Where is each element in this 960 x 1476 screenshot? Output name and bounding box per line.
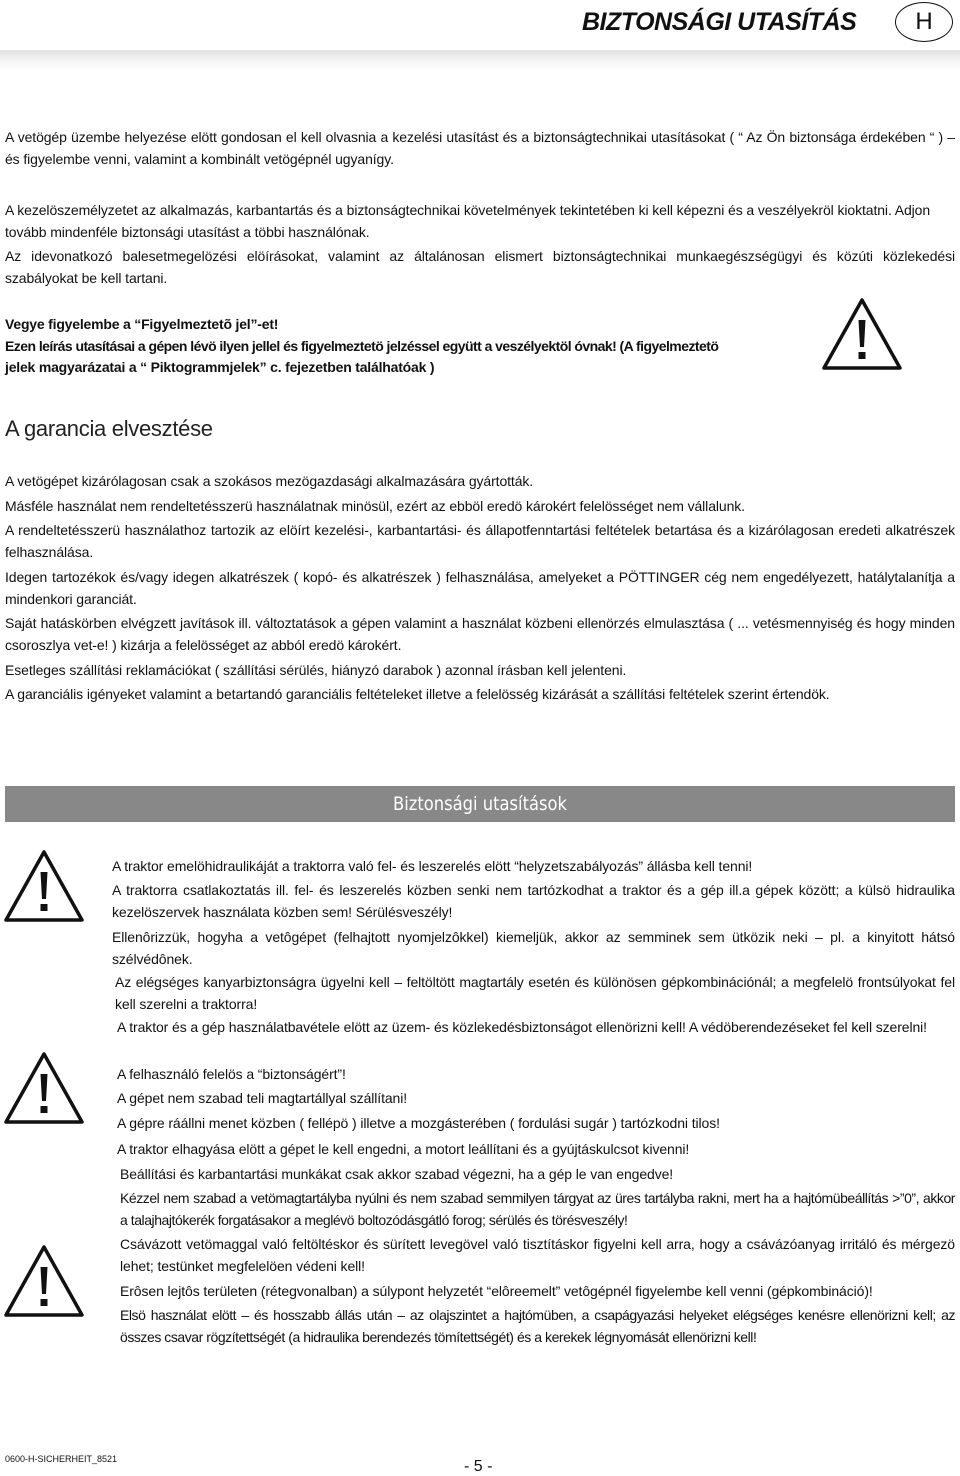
safety-item: A traktor elhagyása elött a gépet le kell engedni, a motort leállítani és a gyújtáskulcsot kivenni! xyxy=(117,1141,690,1157)
safety-item: Elsö használat elött – és hosszabb állás után – az olajszintet a hajtómüben, a csapágyazási helyeket elégséges kenésre ellenörizni kell; az összes csavar rögzítettségét (a hidraulika berendezés tömítettségét) és a kerekek légnyomását ellenörizni kell! xyxy=(120,1307,955,1345)
document-code: 0600-H-SICHERHEIT_8521 xyxy=(5,1454,118,1464)
page-header-title: BIZTONSÁGI UTASÍTÁS xyxy=(582,8,857,36)
safety-section-banner xyxy=(5,786,955,822)
safety-item: Ellenôrizzük, hogyha a vetôgépet (felhajtott nyomjelzôkkel) kiemeljük, akkor az semminek sem ütközik neki – pl. a kinyitott hátsó szélvédônek. xyxy=(112,929,955,967)
safety-item: A traktor emelöhidraulikáját a traktorra való fel- és leszerelés elött “helyzetszabályozás” állásba kell tenni! xyxy=(112,858,753,874)
header-rule xyxy=(0,50,960,72)
intro-paragraph-1: A vetögép üzembe helyezése elött gondosan el kell olvasnia a kezelési utasítást és a biztonságtechnikai utasításokat ( “ Az Ön biztonsága érdekében “ ) – és figyelembe venni, valamint a kombinált vetögépnél ugyanígy. xyxy=(5,129,955,167)
warranty-section-title: A garancia elvesztése xyxy=(5,416,213,441)
safety-item: Beállítási és karbantartási munkákat csak akkor szabad végezni, ha a gép le van engedve! xyxy=(120,1166,674,1182)
warranty-paragraph: A garanciális igényeket valamint a betartandó garanciális feltételeket illetve a felelösség kizárását a szállítási feltételek szerint értendök. xyxy=(5,686,830,702)
warning-note-line-3: jelek magyarázatai a “ Piktogrammjelek” c. fejezetben találhatóak ) xyxy=(5,359,435,375)
intro-paragraph-2: A kezelöszemélyzetet az alkalmazás, karbantartás és a biztonságtechnikai követelmények tekintetében ki kell képezni és a veszélyekröl kioktatni. Adjon tovább mindenféle biztonsági utasítást a többi használónak. xyxy=(5,202,931,240)
warranty-paragraph: Idegen tartozékok és/vagy idegen alkatrészek ( kopó- és alkatrészek ) felhasználása, amelyeket a PÖTTINGER cég nem engedélyezett, hatálytalanítja a mindenkori garanciát. xyxy=(5,569,955,607)
warranty-paragraph: A vetögépet kizárólagosan csak a szokásos mezögazdasági alkalmazására gyártották. xyxy=(5,473,534,489)
safety-item: Az elégséges kanyarbiztonságra ügyelni kell – feltöltött magtartály esetén és különösen gépkombinációnál; a megfelelö frontsúlyokat fel kell szerelni a traktorra! xyxy=(115,974,955,1012)
warning-note xyxy=(5,314,810,379)
safety-item: A gépre ráállni menet közben ( fellépö ) illetve a mozgásterében ( fordulási sugár ) tartózkodni tilos! xyxy=(117,1115,720,1131)
warning-triangle-icon xyxy=(2,1050,86,1126)
safety-item: A gépet nem szabad teli magtartállyal szállítani! xyxy=(117,1090,408,1106)
language-badge: H xyxy=(895,2,953,42)
warranty-paragraph: Saját hatáskörben elvégzett javítások ill. változtatások a gépen valamint a használat közbeni ellenörzés elmulasztása ( ... vetésmennyiség és hogy minden csoroszlya vet-e! ) kizárja a felelösséget az abból eredö károkért. xyxy=(5,615,955,653)
intro-paragraph-3: Az idevonatkozó balesetmegelözési elöírásokat, valamint az általánosan elismert biztonságtechnikai munkaegészségügyi és közúti közlekedési szabályokat be kell tartani. xyxy=(5,248,955,286)
warning-triangle-icon xyxy=(2,1243,86,1319)
safety-section-title: Biztonsági utasítások xyxy=(393,793,567,815)
warning-note-line-2: Ezen leírás utasításai a gépen lévö ilyen jellel és figyelmeztetö jelzéssel együtt a veszélyektöl óvnak! (A figyelmeztetö xyxy=(5,337,719,354)
warning-triangle-icon xyxy=(820,296,904,372)
safety-item: Erôsen lejtôs területen (rétegvonalban) a súlypont helyzetét “elôreemelt” vetôgépnél figyelembe kell venni (gépkombináció)! xyxy=(120,1283,873,1299)
warranty-paragraph: Másféle használat nem rendeltetésszerü használatnak minösül, ezért az ebböl eredö károkért felelösséget nem vállalunk. xyxy=(5,498,745,514)
page-number: - 5 - xyxy=(464,1458,493,1475)
warning-note-line-1: Vegye figyelembe a “Figyelmeztetõ jel”-et! xyxy=(5,316,279,332)
safety-item: Kézzel nem szabad a vetömagtartályba nyúlni és nem szabad semmilyen tárgyat az üres tartályba rakni, mert ha a hajtómübeállítás >”0”, akkor a talajhajtókerék forgatásakor a meglévö boltozódásgátló forog; sérülés és törésveszély! xyxy=(120,1190,955,1228)
safety-item: A traktorra csatlakoztatás ill. fel- és leszerelés közben senki nem tartózkodhat a traktor és a gép ill.a gépek között; a külsö hidraulika kezelöszervek használata közben sem! Sérülésveszély! xyxy=(112,882,955,920)
safety-item: A felhasználó felelös a “biztonságért”! xyxy=(117,1066,346,1082)
warranty-paragraph: A rendeltetésszerü használathoz tartozik az elöírt kezelési-, karbantartási- és állapotfenntartási feltételek betartása és a kizárólagosan eredeti alkatrészek felhasználása. xyxy=(5,522,955,560)
safety-item: A traktor és a gép használatbavétele elött az üzem- és közlekedésbiztonságot ellenörizni kell! A védöberendezéseket fel kell szerelni! xyxy=(117,1019,927,1035)
warranty-paragraph: Esetleges szállítási reklamációkat ( szállítási sérülés, hiányzó darabok ) azonnal írásban kell jelenteni. xyxy=(5,662,627,678)
warning-triangle-icon xyxy=(2,848,86,924)
safety-item: Csávázott vetömaggal való feltöltéskor és sürített levegövel való tisztításkor figyelni kell arra, hogy a csávázóanyag irritáló és mérgezö lehet; testünket megfelelöen védeni kell! xyxy=(120,1236,955,1274)
